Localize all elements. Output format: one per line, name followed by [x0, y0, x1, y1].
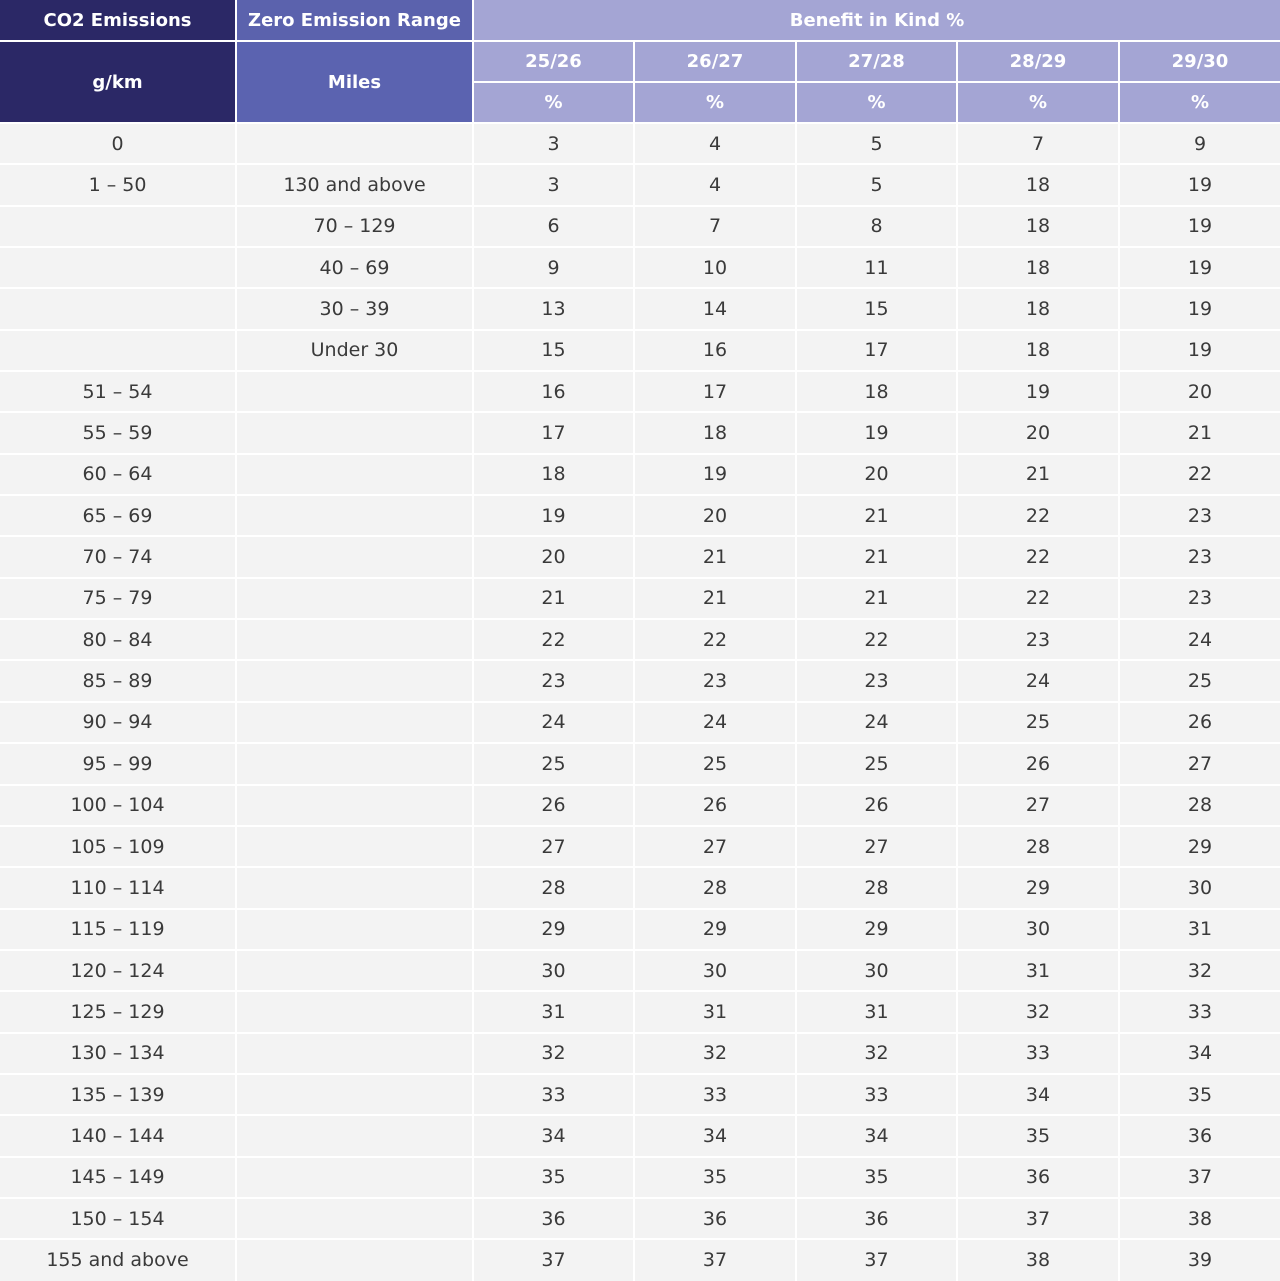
bik-rate-cell: 32 [634, 1033, 796, 1074]
bik-rate-cell: 19 [1119, 206, 1280, 247]
co2-cell [0, 247, 236, 288]
range-cell [236, 1074, 473, 1115]
co2-cell: 110 – 114 [0, 867, 236, 908]
bik-rate-cell: 36 [473, 1198, 634, 1239]
percent-unit-header: % [796, 82, 957, 123]
range-cell: Under 30 [236, 330, 473, 371]
range-cell [236, 991, 473, 1032]
table-row [0, 619, 1280, 660]
bik-rate-cell: 35 [473, 1157, 634, 1198]
bik-rate-cell: 33 [796, 1074, 957, 1115]
range-cell [236, 826, 473, 867]
table-row [0, 206, 1280, 247]
bik-rate-cell: 30 [796, 950, 957, 991]
co2-cell: 155 and above [0, 1239, 236, 1280]
bik-rate-cell: 35 [634, 1157, 796, 1198]
co2-cell: 150 – 154 [0, 1198, 236, 1239]
header-row-titles [0, 0, 1280, 41]
zero-emission-range-header: Zero Emission Range [236, 0, 473, 41]
bik-rate-cell: 25 [634, 743, 796, 784]
bik-rate-cell: 22 [796, 619, 957, 660]
bik-rate-cell: 27 [957, 785, 1119, 826]
bik-rate-cell: 29 [473, 909, 634, 950]
bik-rate-cell: 32 [1119, 950, 1280, 991]
table-row [0, 660, 1280, 701]
bik-rate-cell: 28 [473, 867, 634, 908]
bik-rate-cell: 3 [473, 123, 634, 164]
bik-rate-cell: 35 [1119, 1074, 1280, 1115]
table-row [0, 867, 1280, 908]
co2-cell: 125 – 129 [0, 991, 236, 1032]
table-row [0, 785, 1280, 826]
bik-rate-cell: 21 [796, 536, 957, 577]
bik-rate-cell: 5 [796, 123, 957, 164]
percent-unit-header: % [473, 82, 634, 123]
bik-rate-cell: 31 [1119, 909, 1280, 950]
co2-cell: 135 – 139 [0, 1074, 236, 1115]
co2-cell: 85 – 89 [0, 660, 236, 701]
bik-rate-cell: 29 [1119, 826, 1280, 867]
range-cell [236, 950, 473, 991]
bik-rate-cell: 19 [796, 412, 957, 453]
bik-rate-cell: 18 [957, 288, 1119, 329]
range-cell [236, 454, 473, 495]
percent-unit-header: % [634, 82, 796, 123]
bik-rate-cell: 17 [796, 330, 957, 371]
table-row [0, 288, 1280, 329]
bik-rate-cell: 18 [957, 247, 1119, 288]
bik-rate-cell: 25 [473, 743, 634, 784]
bik-rate-cell: 32 [957, 991, 1119, 1032]
bik-rate-cell: 25 [1119, 660, 1280, 701]
table-row [0, 371, 1280, 412]
range-cell [236, 123, 473, 164]
bik-rate-cell: 23 [796, 660, 957, 701]
bik-rate-cell: 28 [957, 826, 1119, 867]
bik-rate-cell: 23 [957, 619, 1119, 660]
co2-cell: 60 – 64 [0, 454, 236, 495]
co2-cell: 0 [0, 123, 236, 164]
bik-rate-cell: 21 [473, 578, 634, 619]
percent-unit-header: % [1119, 82, 1280, 123]
bik-rate-cell: 36 [796, 1198, 957, 1239]
co2-cell: 130 – 134 [0, 1033, 236, 1074]
bik-rate-cell: 39 [1119, 1239, 1280, 1280]
co2-cell: 145 – 149 [0, 1157, 236, 1198]
table-row [0, 495, 1280, 536]
bik-rate-cell: 22 [473, 619, 634, 660]
bik-rate-cell: 8 [796, 206, 957, 247]
bik-rate-cell: 18 [473, 454, 634, 495]
bik-rate-cell: 38 [1119, 1198, 1280, 1239]
bik-rate-cell: 21 [634, 536, 796, 577]
table-row [0, 909, 1280, 950]
bik-rate-cell: 21 [796, 578, 957, 619]
bik-rate-cell: 18 [796, 371, 957, 412]
bik-rate-cell: 4 [634, 164, 796, 205]
bik-rate-cell: 23 [473, 660, 634, 701]
bik-rate-cell: 15 [796, 288, 957, 329]
table-row [0, 247, 1280, 288]
bik-rate-cell: 37 [473, 1239, 634, 1280]
bik-rate-cell: 21 [796, 495, 957, 536]
bik-rate-cell: 26 [1119, 702, 1280, 743]
bik-rate-cell: 21 [1119, 412, 1280, 453]
co2-cell: 140 – 144 [0, 1115, 236, 1156]
bik-rate-cell: 16 [473, 371, 634, 412]
table-row [0, 412, 1280, 453]
bik-rate-cell: 24 [634, 702, 796, 743]
bik-rate-cell: 11 [796, 247, 957, 288]
co2-cell: 115 – 119 [0, 909, 236, 950]
bik-rate-cell: 30 [957, 909, 1119, 950]
bik-rate-cell: 17 [473, 412, 634, 453]
bik-rate-cell: 27 [796, 826, 957, 867]
bik-rate-cell: 19 [473, 495, 634, 536]
table-row [0, 702, 1280, 743]
range-cell [236, 578, 473, 619]
bik-rate-cell: 24 [473, 702, 634, 743]
bik-rate-cell: 25 [796, 743, 957, 784]
co2-cell: 90 – 94 [0, 702, 236, 743]
bik-rate-cell: 33 [957, 1033, 1119, 1074]
table-row [0, 536, 1280, 577]
bik-rate-cell: 19 [1119, 164, 1280, 205]
range-cell [236, 495, 473, 536]
table-row [0, 1198, 1280, 1239]
co2-cell: 55 – 59 [0, 412, 236, 453]
bik-rate-cell: 33 [1119, 991, 1280, 1032]
bik-rate-cell: 36 [1119, 1115, 1280, 1156]
bik-rate-cell: 38 [957, 1239, 1119, 1280]
benefit-in-kind-header: Benefit in Kind % [473, 0, 1280, 41]
bik-rate-cell: 14 [634, 288, 796, 329]
range-cell [236, 702, 473, 743]
range-cell [236, 785, 473, 826]
table-row [0, 950, 1280, 991]
table-row [0, 1074, 1280, 1115]
range-cell [236, 619, 473, 660]
bik-rate-cell: 22 [957, 578, 1119, 619]
bik-rate-cell: 21 [957, 454, 1119, 495]
bik-rate-cell: 29 [957, 867, 1119, 908]
bik-rate-cell: 26 [796, 785, 957, 826]
range-cell [236, 1115, 473, 1156]
bik-rate-cell: 30 [634, 950, 796, 991]
bik-rate-cell: 26 [634, 785, 796, 826]
bik-rate-cell: 16 [634, 330, 796, 371]
co2-cell: 120 – 124 [0, 950, 236, 991]
bik-rate-cell: 4 [634, 123, 796, 164]
range-unit-header: Miles [236, 41, 473, 123]
table-row [0, 1239, 1280, 1280]
bik-rate-cell: 29 [634, 909, 796, 950]
year-header: 27/28 [796, 41, 957, 82]
range-cell: 130 and above [236, 164, 473, 205]
bik-rate-cell: 37 [957, 1198, 1119, 1239]
bik-rate-cell: 3 [473, 164, 634, 205]
bik-rate-cell: 20 [957, 412, 1119, 453]
bik-rate-cell: 32 [796, 1033, 957, 1074]
bik-rate-cell: 10 [634, 247, 796, 288]
range-cell [236, 743, 473, 784]
percent-unit-header: % [957, 82, 1119, 123]
bik-rate-cell: 32 [473, 1033, 634, 1074]
bik-rate-cell: 28 [796, 867, 957, 908]
bik-rate-cell: 24 [957, 660, 1119, 701]
bik-rate-cell: 20 [473, 536, 634, 577]
bik-rate-cell: 22 [1119, 454, 1280, 495]
bik-rate-cell: 19 [1119, 247, 1280, 288]
range-cell [236, 660, 473, 701]
co2-cell: 51 – 54 [0, 371, 236, 412]
bik-rate-cell: 29 [796, 909, 957, 950]
co2-cell: 80 – 84 [0, 619, 236, 660]
bik-rate-cell: 9 [1119, 123, 1280, 164]
range-cell [236, 412, 473, 453]
bik-rate-cell: 30 [1119, 867, 1280, 908]
range-cell [236, 1198, 473, 1239]
table-row [0, 164, 1280, 205]
bik-rate-cell: 35 [796, 1157, 957, 1198]
year-header: 26/27 [634, 41, 796, 82]
year-header: 28/29 [957, 41, 1119, 82]
table-row [0, 991, 1280, 1032]
range-cell [236, 371, 473, 412]
bik-rate-cell: 28 [1119, 785, 1280, 826]
co2-cell: 75 – 79 [0, 578, 236, 619]
bik-rate-cell: 22 [634, 619, 796, 660]
bik-rate-cell: 34 [1119, 1033, 1280, 1074]
bik-rate-cell: 24 [796, 702, 957, 743]
bik-rate-cell: 19 [1119, 330, 1280, 371]
bik-rate-cell: 13 [473, 288, 634, 329]
year-header: 25/26 [473, 41, 634, 82]
co2-cell: 105 – 109 [0, 826, 236, 867]
co2-cell: 100 – 104 [0, 785, 236, 826]
co2-cell: 65 – 69 [0, 495, 236, 536]
bik-rate-cell: 31 [957, 950, 1119, 991]
year-header: 29/30 [1119, 41, 1280, 82]
table-row [0, 1115, 1280, 1156]
co2-cell: 1 – 50 [0, 164, 236, 205]
bik-rate-cell: 28 [634, 867, 796, 908]
bik-rate-cell: 26 [957, 743, 1119, 784]
table-row [0, 123, 1280, 164]
table-row [0, 1157, 1280, 1198]
bik-rate-cell: 18 [957, 206, 1119, 247]
bik-rate-cell: 23 [1119, 536, 1280, 577]
bik-rate-cell: 6 [473, 206, 634, 247]
bik-rate-cell: 37 [634, 1239, 796, 1280]
co2-cell [0, 288, 236, 329]
bik-rate-cell: 31 [473, 991, 634, 1032]
bik-rate-cell: 37 [796, 1239, 957, 1280]
co2-cell [0, 330, 236, 371]
table-row [0, 578, 1280, 619]
table-header [0, 0, 1280, 123]
bik-rate-cell: 18 [957, 164, 1119, 205]
bik-rate-cell: 22 [957, 536, 1119, 577]
bik-rate-cell: 5 [796, 164, 957, 205]
bik-rate-cell: 19 [957, 371, 1119, 412]
bik-rate-cell: 27 [1119, 743, 1280, 784]
bik-rate-cell: 24 [1119, 619, 1280, 660]
bik-rate-cell: 33 [634, 1074, 796, 1115]
bik-rate-cell: 23 [634, 660, 796, 701]
range-cell [236, 536, 473, 577]
table-row [0, 743, 1280, 784]
range-cell: 30 – 39 [236, 288, 473, 329]
range-cell: 40 – 69 [236, 247, 473, 288]
co2-cell: 70 – 74 [0, 536, 236, 577]
bik-rate-cell: 20 [634, 495, 796, 536]
bik-rate-cell: 7 [634, 206, 796, 247]
table-row [0, 826, 1280, 867]
bik-rate-cell: 34 [957, 1074, 1119, 1115]
bik-rate-cell: 9 [473, 247, 634, 288]
bik-rate-cell: 23 [1119, 495, 1280, 536]
bik-rate-cell: 27 [473, 826, 634, 867]
bik-rate-cell: 37 [1119, 1157, 1280, 1198]
bik-rate-cell: 26 [473, 785, 634, 826]
bik-rate-cell: 20 [1119, 371, 1280, 412]
range-cell [236, 1157, 473, 1198]
bik-rate-cell: 36 [957, 1157, 1119, 1198]
range-cell [236, 1239, 473, 1280]
co2-cell: 95 – 99 [0, 743, 236, 784]
co2-emissions-header: CO2 Emissions [0, 0, 236, 41]
bik-rate-cell: 7 [957, 123, 1119, 164]
bik-rate-cell: 18 [634, 412, 796, 453]
range-cell [236, 1033, 473, 1074]
bik-rate-cell: 31 [634, 991, 796, 1032]
bik-rate-cell: 34 [634, 1115, 796, 1156]
bik-rate-cell: 23 [1119, 578, 1280, 619]
co2-cell [0, 206, 236, 247]
co2-unit-header: g/km [0, 41, 236, 123]
table-row [0, 330, 1280, 371]
bik-rate-cell: 31 [796, 991, 957, 1032]
bik-rate-cell: 17 [634, 371, 796, 412]
range-cell: 70 – 129 [236, 206, 473, 247]
table-body [0, 123, 1280, 1281]
range-cell [236, 909, 473, 950]
bik-rate-cell: 33 [473, 1074, 634, 1115]
bik-rate-cell: 21 [634, 578, 796, 619]
bik-rate-cell: 18 [957, 330, 1119, 371]
bik-rate-cell: 22 [957, 495, 1119, 536]
header-row-years [0, 41, 1280, 82]
bik-rate-cell: 34 [796, 1115, 957, 1156]
bik-rate-cell: 25 [957, 702, 1119, 743]
range-cell [236, 867, 473, 908]
bik-rate-cell: 36 [634, 1198, 796, 1239]
table-row [0, 1033, 1280, 1074]
bik-rate-cell: 19 [1119, 288, 1280, 329]
bik-rate-cell: 34 [473, 1115, 634, 1156]
table-row [0, 454, 1280, 495]
bik-rate-cell: 35 [957, 1115, 1119, 1156]
bik-rate-cell: 30 [473, 950, 634, 991]
bik-rate-cell: 19 [634, 454, 796, 495]
bik-rate-cell: 27 [634, 826, 796, 867]
bik-rate-cell: 20 [796, 454, 957, 495]
bik-rate-cell: 15 [473, 330, 634, 371]
